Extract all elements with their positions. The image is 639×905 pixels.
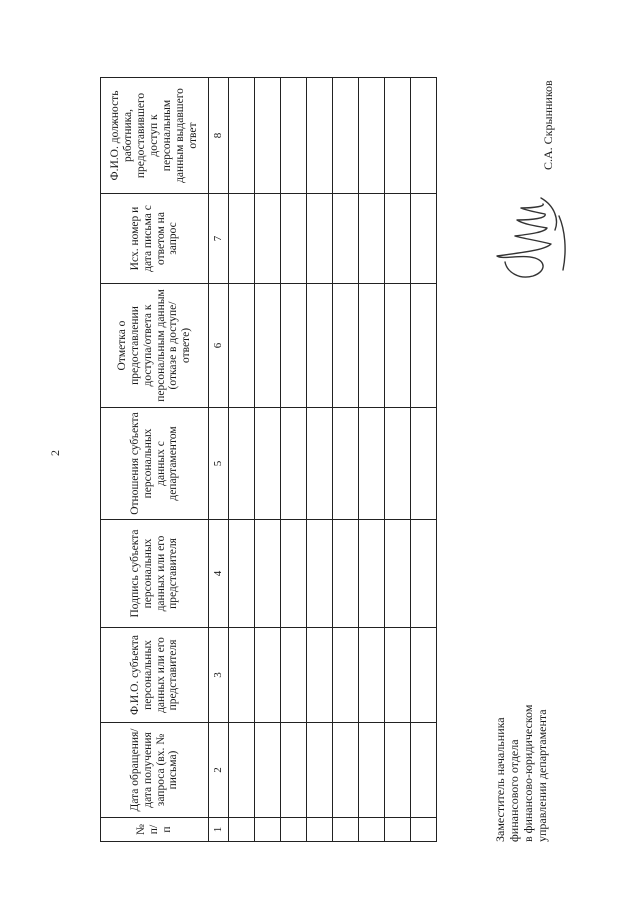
table-cell <box>307 408 333 520</box>
header-cell-subject-name: Ф.И.О. субъекта персональных данных или его представителя <box>101 628 209 723</box>
signatory-title-line: Заместитель начальника <box>493 717 507 842</box>
table-body <box>229 78 437 842</box>
table-row <box>307 78 333 842</box>
table-cell <box>385 723 411 818</box>
table-cell <box>411 723 437 818</box>
table-cell <box>333 78 359 194</box>
table-cell <box>281 723 307 818</box>
header-cell-access-mark: Отметка о предоставлении доступа/ответа к персональным данным (отказе в доступе/ответе) <box>101 284 209 408</box>
table-cell <box>229 284 255 408</box>
header-cell-num: № п/п <box>101 818 209 842</box>
table-cell <box>385 818 411 842</box>
signatory-title-line: в финансово-юридическом <box>521 704 536 842</box>
table-cell <box>385 520 411 628</box>
table-cell <box>281 284 307 408</box>
table-cell <box>359 284 385 408</box>
table-cell <box>229 194 255 284</box>
table-cell <box>333 628 359 723</box>
table-cell <box>385 194 411 284</box>
table-cell <box>333 284 359 408</box>
table-cell <box>385 628 411 723</box>
table-cell <box>333 408 359 520</box>
table-cell <box>281 520 307 628</box>
signatory-title-line: финансового отдела <box>507 739 522 842</box>
table-cell <box>411 408 437 520</box>
table-cell <box>229 78 255 194</box>
column-number: 1 <box>209 818 229 842</box>
table-cell <box>255 408 281 520</box>
page-number: 2 <box>48 450 62 456</box>
column-number-row <box>209 78 229 842</box>
table-cell <box>281 408 307 520</box>
table-cell <box>359 194 385 284</box>
table-cell <box>229 520 255 628</box>
table-cell <box>411 628 437 723</box>
table-cell <box>411 284 437 408</box>
handwritten-signature <box>485 190 580 290</box>
table-cell <box>385 408 411 520</box>
table-cell <box>281 628 307 723</box>
table-cell <box>281 78 307 194</box>
table-cell <box>229 628 255 723</box>
table-cell <box>411 194 437 284</box>
table-cell <box>255 78 281 194</box>
table-cell <box>411 78 437 194</box>
access-log-table <box>100 77 437 842</box>
column-number: 4 <box>209 520 229 628</box>
table-cell <box>307 284 333 408</box>
signatory-title <box>493 582 550 842</box>
table-cell <box>229 723 255 818</box>
signatory-name: С.А. Скрынников <box>541 80 555 170</box>
table-cell <box>307 628 333 723</box>
table-row <box>255 78 281 842</box>
table-cell <box>333 723 359 818</box>
table-cell <box>229 408 255 520</box>
table-cell <box>359 408 385 520</box>
table-cell <box>385 284 411 408</box>
column-number: 8 <box>209 78 229 194</box>
signatory-title-line: управлении департамента <box>535 709 550 842</box>
column-number: 5 <box>209 408 229 520</box>
table-cell <box>333 194 359 284</box>
table-cell <box>255 818 281 842</box>
table-cell <box>307 78 333 194</box>
table-cell <box>307 723 333 818</box>
table-cell <box>307 818 333 842</box>
table-cell <box>333 818 359 842</box>
table-cell <box>255 520 281 628</box>
table-cell <box>385 78 411 194</box>
table-row <box>333 78 359 842</box>
table-cell <box>411 520 437 628</box>
table-header-row <box>101 78 209 842</box>
table-row <box>359 78 385 842</box>
header-cell-subject-signature: Подпись субъекта персональных данных или его представителя <box>101 520 209 628</box>
table-cell <box>307 520 333 628</box>
header-cell-relations: Отношения субъекта персональных данных с департаментом <box>101 408 209 520</box>
column-number: 3 <box>209 628 229 723</box>
table-cell <box>281 818 307 842</box>
table-cell <box>333 520 359 628</box>
table-row <box>281 78 307 842</box>
table-row <box>411 78 437 842</box>
table-cell <box>255 284 281 408</box>
column-number: 7 <box>209 194 229 284</box>
table-row <box>385 78 411 842</box>
table-cell <box>255 628 281 723</box>
table-cell <box>359 520 385 628</box>
table-cell <box>255 194 281 284</box>
table-cell <box>359 723 385 818</box>
header-cell-employee: Ф.И.О. должность работника, предоставившего доступ к персональным данным выдавшего ответ <box>101 78 209 194</box>
header-cell-date: Дата обращения/ дата получения запроса (вх. № письма) <box>101 723 209 818</box>
table-cell <box>255 723 281 818</box>
table-cell <box>281 194 307 284</box>
column-number: 6 <box>209 284 229 408</box>
table-cell <box>229 818 255 842</box>
header-cell-outgoing-number: Исх. номер и дата письма с ответом на запрос <box>101 194 209 284</box>
table-cell <box>359 628 385 723</box>
column-number: 2 <box>209 723 229 818</box>
table-row <box>229 78 255 842</box>
table-cell <box>411 818 437 842</box>
table-cell <box>307 194 333 284</box>
table-cell <box>359 78 385 194</box>
table-cell <box>359 818 385 842</box>
